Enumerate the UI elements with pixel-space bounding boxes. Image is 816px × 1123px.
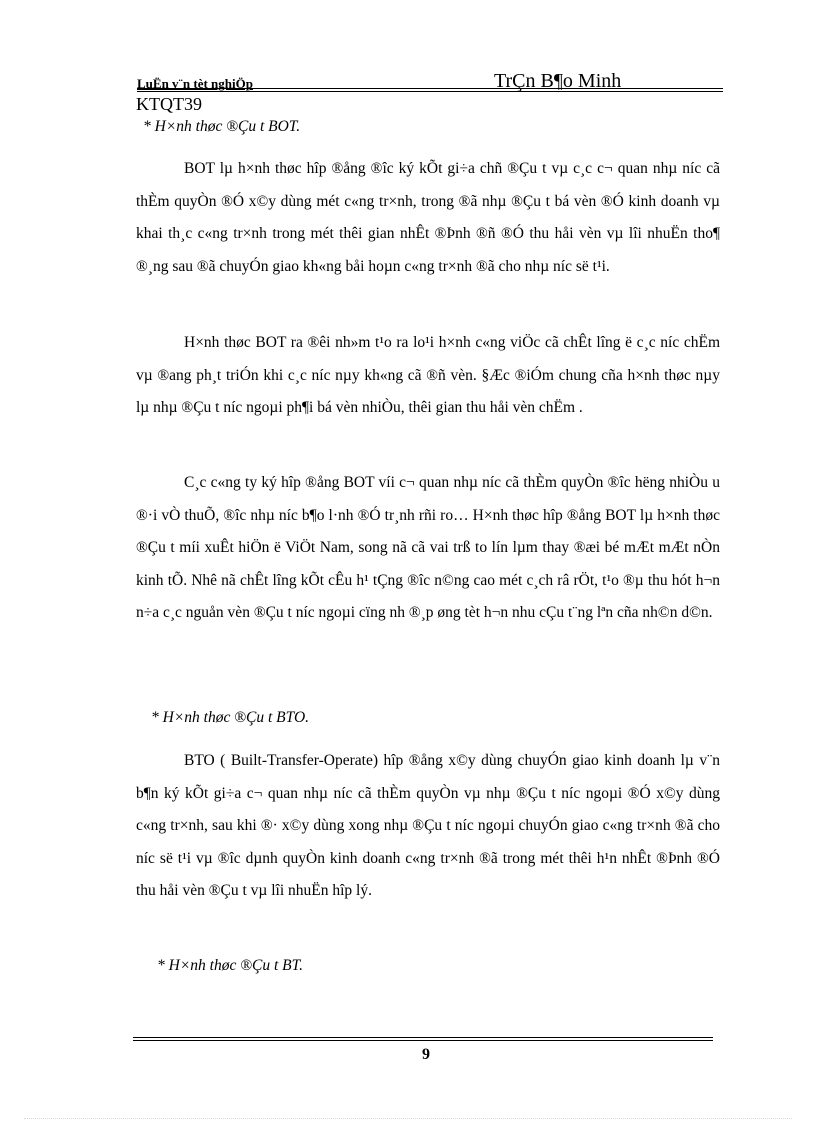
header-rule-top xyxy=(137,88,723,89)
header-rule-bottom xyxy=(137,91,723,92)
class-code: KTQT39 xyxy=(136,94,202,114)
footer-rule-top xyxy=(133,1037,713,1038)
section-heading-bt: * H×nh thøc ®Çu t BT. xyxy=(157,957,303,974)
footer-rule-bottom xyxy=(133,1040,713,1041)
paragraph: H×nh thøc BOT ra ®êi nh»m t¹o ra lo¹i h×nh c«ng viÖc cã chÊt lîng ë c¸c níc chËm vµ ®ang ph¸t triÓn khi c¸c níc nµy kh«ng cã ®ñ vèn. §Æc ®iÓm chung cña h×nh thøc nµy lµ nhµ ®Çu t níc ngoµi ph¶i bá vèn nhiÒu, thêi gian thu håi vèn chËm . xyxy=(136,334,720,416)
paragraph: BOT lµ h×nh thøc hîp ®ång ®îc ký kÕt gi÷a chñ ®Çu t vµ c¸c c¬ quan nhµ níc cã thÈm quyÒn ®Ó x©y dùng mét c«ng tr×nh, trong ®ã nhµ ®Çu t bá vèn ®Ó kinh doanh vµ khai th¸c c«ng tr×nh trong mét thêi gian nhÊt ®Þnh ®ñ ®Ó thu håi vèn vµ lîi nhuËn tho¶ ®¸ng sau ®ã chuyÓn giao kh«ng båi hoµn c«ng tr×nh ®ã cho nhµ níc së t¹i. xyxy=(136,160,720,275)
author-name: TrÇn B¶o Minh xyxy=(494,70,622,92)
paragraph: BTO ( Built-Transfer-Operate) hîp ®ång x©y dùng chuyÓn giao kinh doanh lµ v¨n b¶n ký kÕt gi÷a c¬ quan nhµ níc cã thÈm quyÒn vµ nhµ ®Çu t níc ngoµi ®Ó x©y dùng c«ng tr×nh, sau khi ®· x©y dùng xong nhµ ®Çu t níc ngoµi chuyÓn giao c«ng tr×nh ®ã cho níc së t¹i vµ ®îc dµnh quyÒn kinh doanh c«ng tr×nh ®ã trong mét thêi h¹n nhÊt ®Þnh ®Ó thu håi vèn ®Çu t vµ lîi nhuËn hîp lý. xyxy=(136,752,720,899)
paragraph: C¸c c«ng ty ký hîp ®ång BOT víi c¬ quan nhµ níc cã thÈm quyÒn ®îc hëng nhiÒu u ®·i vÒ thuÕ, ®îc nhµ níc b¶o l·nh ®Ó tr¸nh rñi ro… H×nh thøc hîp ®ång BOT lµ h×nh thøc ®Çu t míi xuÊt hiÖn ë ViÖt Nam, song nã cã vai trß to lín lµm thay ®æi bé mÆt mÆt nÒn kinh tÕ. Nhê nã chÊt lîng kÕt cÊu h¹ tÇng ®îc n©ng cao mét c¸ch râ rÖt, t¹o ®µ thu hót h¬n n÷a c¸c nguån vèn ®Çu t níc ngoµi cïng nh ®¸p øng tèt h¬n nhu cÇu t¨ng lªn cña nh©n d©n. xyxy=(136,474,720,621)
page-number: 9 xyxy=(422,1046,430,1063)
page-edge-divider xyxy=(24,1118,792,1119)
section-heading-bot: * H×nh thøc ®Çu t BOT. xyxy=(143,118,301,135)
section-heading-bto: * H×nh thøc ®Çu t BTO. xyxy=(151,709,310,726)
thesis-label: LuËn v¨n tèt nghiÖp xyxy=(137,76,253,91)
